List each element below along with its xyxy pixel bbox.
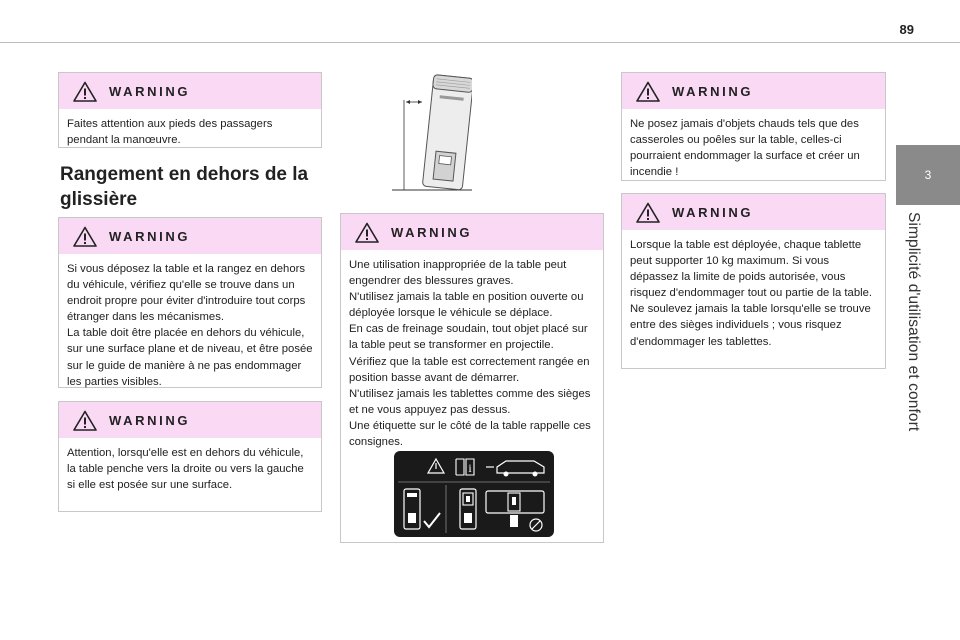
warning-triangle-icon (636, 202, 660, 223)
warning-header (59, 402, 321, 438)
warning-text (622, 230, 885, 358)
warning-paragraph: Ne soulevez jamais la table lorsqu'elle se trouve entre des sièges individuels ; vous risquez d'endommager les tablettes. (630, 303, 871, 348)
warning-label: WARNING (391, 224, 473, 240)
warning-box-tilt (58, 401, 322, 512)
warning-triangle-icon (73, 226, 97, 247)
warning-box-hot-objects (621, 72, 886, 181)
warning-text (59, 109, 321, 156)
warning-label: WARNING (109, 412, 191, 428)
warning-box-storage (58, 217, 322, 388)
warning-triangle-icon (355, 222, 379, 243)
warning-label: WARNING (109, 83, 191, 99)
warning-paragraph: La table doit être placée en dehors du véhicule, sur une surface plane et de niveau, et être posée sur le guide de manière à ne pas endommager les parties visibles. (67, 327, 313, 388)
chapter-tab[interactable] (896, 145, 960, 205)
warning-triangle-icon (73, 81, 97, 102)
warning-text (59, 254, 321, 398)
warning-paragraph: N'utilisez jamais les tablettes comme des sièges et ne vous appuyez pas dessus. (349, 387, 591, 416)
svg-text:i: i (468, 461, 472, 475)
warning-triangle-icon (636, 81, 660, 102)
warning-paragraph: Une utilisation inappropriée de la table peut engendrer des blessures graves. (349, 259, 567, 288)
warning-header (622, 73, 885, 109)
warning-triangle-icon (73, 410, 97, 431)
chapter-number: 3 (924, 168, 932, 182)
header-rule (0, 42, 960, 43)
warning-text (341, 250, 603, 458)
warning-text (59, 438, 321, 501)
warning-paragraph: Attention, lorsqu'elle est en dehors du véhicule, la table penche vers la droite ou vers la gauche si elle est posée sur une surface. (67, 447, 304, 492)
warning-label: WARNING (672, 204, 754, 220)
warning-label: WARNING (109, 228, 191, 244)
warning-header (59, 73, 321, 109)
warning-paragraph: En cas de freinage soudain, tout objet placé sur la table peut se transformer en projectile. (349, 323, 588, 352)
warning-paragraph: Ne posez jamais d'objets chauds tels que des casseroles ou poêles sur la table, celles-ci pourraient endommager la surface et créer un incendie ! (630, 118, 860, 179)
warning-paragraph: Lorsque la table est déployée, chaque tablette peut supporter 10 kg maximum. Si vous dépassez la limite de poids autorisée, vous risquez d'endommager tout ou partie de la table. (630, 239, 873, 300)
warning-paragraph: Vérifiez que la table est correctement rangée en position basse avant de démarrer. (349, 355, 590, 384)
warning-header (622, 194, 885, 230)
warning-paragraph: Une étiquette sur le côté de la table rappelle ces consignes. (349, 419, 591, 449)
warning-label: WARNING (672, 83, 754, 99)
warning-paragraph: Si vous déposez la table et la rangez en dehors du véhicule, vérifiez qu'elle se trouve dans un endroit propre pour éviter d'introduire tout corps étranger dans les mécanismes. (67, 263, 306, 324)
warning-paragraph: Faites attention aux pieds des passagers pendant la manœuvre. (67, 118, 273, 147)
warning-box-feet (58, 72, 322, 148)
warning-text (622, 109, 885, 188)
warning-header (341, 214, 603, 250)
table-label-illustration (394, 451, 554, 537)
warning-header (59, 218, 321, 254)
section-heading: Rangement en dehors de la glissière (60, 164, 309, 210)
warning-box-weight-limit (621, 193, 886, 369)
warning-paragraph: N'utilisez jamais la table en position ouverte ou déployée lorsque le véhicule se déplace. (349, 291, 584, 320)
page-number: 89 (899, 22, 914, 37)
chapter-title: Simplicité d'utilisation et confort (905, 212, 922, 432)
table-tilt-illustration (392, 72, 472, 194)
